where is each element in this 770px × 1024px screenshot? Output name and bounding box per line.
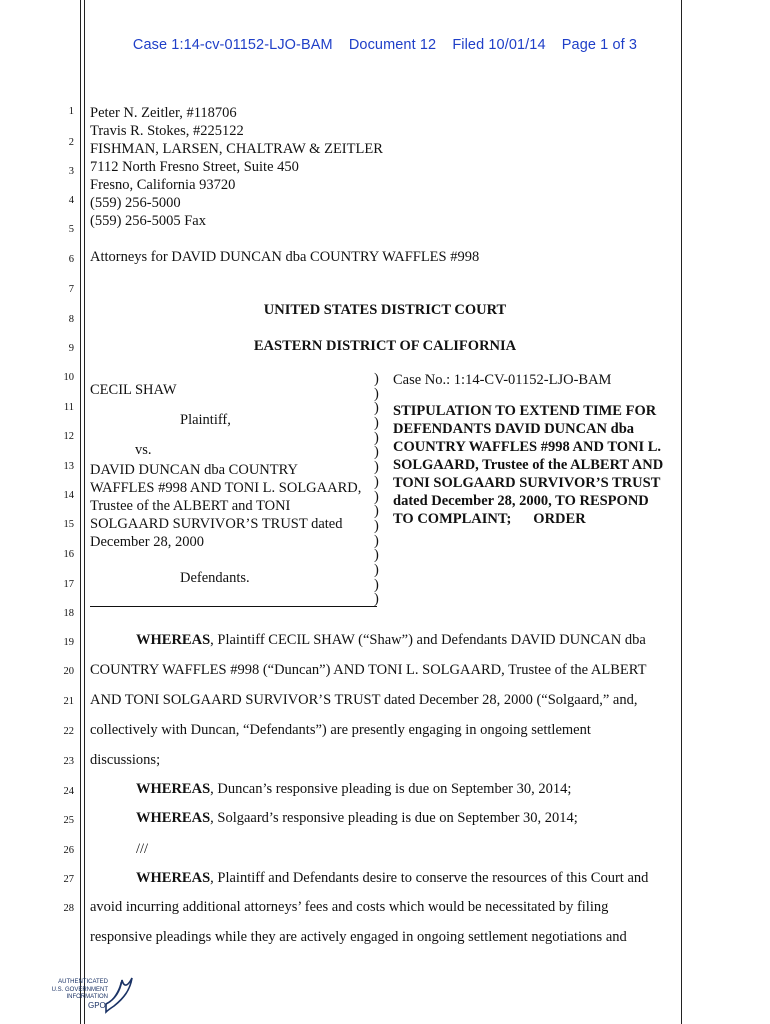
seal-text [46, 979, 108, 1002]
paren: ) [374, 400, 379, 417]
paren: ) [374, 591, 379, 608]
body-line: avoid incurring additional attorneys’ fees and costs which would be necessitated by filing [90, 899, 609, 915]
line-number: 6 [68, 254, 74, 265]
line-number: 3 [68, 166, 74, 177]
paren: ) [374, 444, 379, 461]
title-to-complaint: TO COMPLAINT; [393, 511, 512, 527]
line-number: 9 [68, 343, 74, 354]
attorneys-for: Attorneys for DAVID DUNCAN dba COUNTRY WAFFLES #998 [90, 249, 480, 265]
seal-line: AUTHENTICATED [58, 979, 108, 985]
caption-underline [90, 606, 377, 607]
paren: ) [374, 517, 379, 534]
line-number: 13 [63, 461, 74, 472]
line-number: 24 [63, 786, 74, 797]
paren: ) [374, 385, 379, 402]
document-title-line [393, 510, 586, 528]
body-line [136, 631, 646, 649]
body-line [136, 780, 571, 798]
body-text: , Duncan’s responsive pleading is due on September 30, 2014; [210, 781, 572, 797]
body-line: /// [136, 841, 149, 857]
paren: ) [374, 532, 379, 549]
line-number: 17 [63, 579, 74, 590]
defendants-role: Defendants. [180, 570, 250, 586]
header-case-number: Case 1:14-cv-01152-LJO-BAM [132, 37, 333, 53]
ecf-header [0, 37, 770, 53]
defendant-line: December 28, 2000 [90, 534, 204, 550]
paren: ) [374, 576, 379, 593]
line-number: 4 [68, 195, 74, 206]
line-number: 5 [68, 224, 74, 235]
line-number: 20 [63, 666, 74, 677]
paren: ) [374, 429, 379, 446]
paren: ) [374, 503, 379, 520]
attorney-line: (559) 256-5005 Fax [90, 213, 206, 229]
defendant-line: DAVID DUNCAN dba COUNTRY [90, 462, 298, 478]
paren: ) [374, 547, 379, 564]
line-number: 15 [63, 519, 74, 530]
attorney-line: Travis R. Stokes, #225122 [90, 123, 244, 139]
body-line [136, 809, 578, 827]
line-number: 26 [63, 845, 74, 856]
document-title-line: SOLGAARD, Trustee of the ALBERT AND [393, 457, 664, 473]
body-line: COUNTRY WAFFLES #998 (“Duncan”) AND TONI L. SOLGAARD, Trustee of the ALBERT [90, 662, 647, 678]
line-number: 8 [68, 314, 74, 325]
line-number: 2 [68, 137, 74, 148]
caption-paren-column [374, 372, 384, 607]
left-margin-rule [80, 0, 81, 1024]
header-page-number: Page 1 of 3 [561, 37, 638, 53]
paren: ) [374, 415, 379, 432]
whereas-bold: WHEREAS [136, 632, 211, 648]
line-number: 19 [63, 637, 74, 648]
paren: ) [374, 561, 379, 578]
paren: ) [374, 459, 379, 476]
body-line: responsive pleadings while they are actively engaged in ongoing settlement negotiations and [90, 929, 627, 945]
attorney-line: Fresno, California 93720 [90, 177, 236, 193]
seal-gpo: GPO [88, 1001, 106, 1010]
right-margin-rule [681, 0, 682, 1024]
document-title-line: dated December 28, 2000, TO RESPOND [393, 493, 649, 509]
line-number: 7 [68, 284, 74, 295]
plaintiff-role: Plaintiff, [180, 412, 231, 428]
body-line: AND TONI SOLGAARD SURVIVOR’S TRUST dated December 28, 2000 (“Solgaard,” and, [90, 692, 638, 708]
case-number: Case No.: 1:14-CV-01152-LJO-BAM [393, 372, 612, 388]
line-number: 27 [63, 874, 74, 885]
seal-line: U.S. GOVERNMENT [51, 986, 108, 993]
whereas-bold: WHEREAS [136, 810, 211, 826]
paren: ) [374, 488, 379, 505]
line-number: 10 [63, 372, 74, 383]
attorney-line: Peter N. Zeitler, #118706 [90, 105, 237, 121]
defendant-line: WAFFLES #998 AND TONI L. SOLGAARD, [90, 480, 362, 496]
paren: ) [374, 371, 379, 387]
line-number: 22 [63, 726, 74, 737]
body-line: collectively with Duncan, “Defendants”) are presently engaging in ongoing settlement [90, 722, 591, 738]
attorney-line: 7112 North Fresno Street, Suite 450 [90, 159, 299, 175]
gpo-authentication-seal [46, 974, 136, 1020]
document-title-line: STIPULATION TO EXTEND TIME FOR [393, 403, 657, 419]
document-title-line: COUNTRY WAFFLES #998 AND TONI L. [393, 439, 662, 455]
line-number: 21 [63, 696, 74, 707]
paren: ) [374, 473, 379, 490]
header-filed-date: Filed 10/01/14 [452, 37, 546, 53]
whereas-bold: WHEREAS [136, 870, 211, 886]
court-name: UNITED STATES DISTRICT COURT [263, 302, 507, 318]
body-text: , Solgaard’s responsive pleading is due on September 30, 2014; [210, 810, 578, 826]
body-line: discussions; [90, 752, 161, 768]
attorney-line: (559) 256-5000 [90, 195, 181, 211]
document-title-line: DEFENDANTS DAVID DUNCAN dba [393, 421, 635, 437]
plaintiff-name: CECIL SHAW [90, 382, 177, 398]
body-text: , Plaintiff and Defendants desire to conserve the resources of this Court and [210, 870, 649, 886]
line-number: 11 [63, 402, 74, 413]
line-number: 23 [63, 756, 74, 767]
seal-line: INFORMATION [66, 994, 108, 1000]
line-number: 12 [63, 431, 74, 442]
attorney-line: FISHMAN, LARSEN, CHALTRAW & ZEITLER [90, 141, 383, 157]
body-text: , Plaintiff CECIL SHAW (“Shaw”) and Defendants DAVID DUNCAN dba [210, 632, 646, 648]
line-number: 28 [63, 903, 74, 914]
left-margin-rule-inner [84, 0, 85, 1024]
line-number: 14 [63, 490, 74, 501]
header-document-number: Document 12 [348, 37, 437, 53]
line-number: 25 [63, 815, 74, 826]
body-line [136, 869, 648, 887]
document-title-line: TONI SOLGAARD SURVIVOR’S TRUST [393, 475, 661, 491]
line-number: 1 [68, 106, 74, 117]
defendant-line: Trustee of the ALBERT and TONI [90, 498, 291, 514]
whereas-bold: WHEREAS [136, 781, 211, 797]
court-district: EASTERN DISTRICT OF CALIFORNIA [253, 338, 517, 354]
title-order: ORDER [533, 511, 586, 527]
defendant-line: SOLGAARD SURVIVOR’S TRUST dated [90, 516, 343, 532]
versus: vs. [135, 442, 152, 458]
line-number: 18 [63, 608, 74, 619]
line-number: 16 [63, 549, 74, 560]
